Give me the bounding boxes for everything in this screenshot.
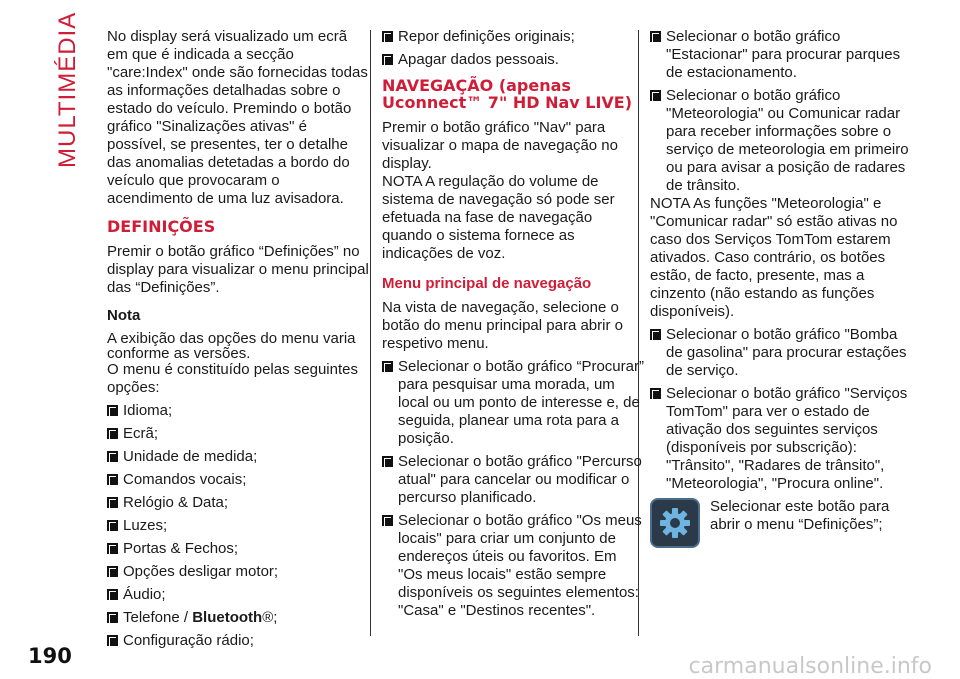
list-item-text: Opções desligar motor; <box>123 563 279 580</box>
list-item <box>107 563 369 581</box>
list-item-text: Comandos vocais; <box>123 471 247 488</box>
checkbox-bullet-icon <box>107 566 118 577</box>
column-1 <box>107 28 369 655</box>
list-item-text: Selecionar o botão gráfico "Bomba de gasolina" para procurar estações de serviço. <box>666 326 907 379</box>
list-item <box>382 453 644 507</box>
checkbox-bullet-icon <box>107 520 118 531</box>
nav-options-list <box>382 358 644 620</box>
list-item <box>107 471 369 489</box>
list-item-text: Repor definições originais; <box>398 28 575 45</box>
list-item-text: Telefone / Bluetooth®; <box>123 609 278 626</box>
list-item-text: Selecionar o botão gráfico “Procurar” para pesquisar uma morada, um local ou um ponto de interesse e, de seguida, planear uma rota para a posição. <box>398 358 644 447</box>
list-item <box>107 448 369 466</box>
checkbox-bullet-icon <box>107 405 118 416</box>
checkbox-bullet-icon <box>107 451 118 462</box>
list-item-text: Portas & Fechos; <box>123 540 239 557</box>
page-number: 190 <box>28 644 72 668</box>
list-item-text: Selecionar o botão gráfico "Serviços TomTom" para ver o estado de ativação dos seguintes serviços (disponíveis por subscrição): "Trânsito", "Radares de trânsito", "Meteorologia", "Procura online". <box>666 385 908 492</box>
nota-label: Nota <box>107 307 141 324</box>
settings-icon-row <box>650 498 912 548</box>
list-item-text: Selecionar o botão gráfico "Meteorologia" ou Comunicar radar para receber informações sobre o serviço de meteorologia em primeiro ou para avisar a posição de radares de trânsito. <box>666 87 909 194</box>
intro-paragraph: No display será visualizado um ecrã em que é indicada a secção "care:Index" onde são fornecidas todas as informações detalhadas sobre o estado do veículo. Premindo o botão gráfico "Sinalizações ativas" é possível, se presentes, ter o detalhe das anomalias detetadas a bordo do veículo que provocaram o acendimento de uma luz avisadora. <box>107 28 368 207</box>
list-item <box>650 28 912 82</box>
checkbox-bullet-icon <box>107 497 118 508</box>
definicoes-heading: DEFINIÇÕES <box>107 217 216 236</box>
settings-icon-caption: Selecionar este botão para abrir o menu “Definições”; <box>710 498 890 533</box>
list-item <box>382 358 644 448</box>
nav-note: NOTA A regulação do volume de sistema de navegação só pode ser efetuada na fase de navegação quando o sistema fornece as indicações de voz. <box>382 173 615 262</box>
list-item-text: Apagar dados pessoais. <box>398 51 559 68</box>
list-item-text: Selecionar o botão gráfico "Os meus locais" para criar um conjunto de endereços úteis ou favoritos. Em "Os meus locais" estão sempre disponíveis os seguintes elementos: "Casa" e "Destinos recentes". <box>398 512 642 619</box>
list-item <box>107 609 369 627</box>
list-item-text: Selecionar o botão gráfico "Percurso atual" para cancelar ou modificar o percurso planificado. <box>398 453 642 506</box>
list-item-text: Áudio; <box>123 586 166 603</box>
list-item-text: Relógio & Data; <box>123 494 229 511</box>
checkbox-bullet-icon <box>107 612 118 623</box>
checkbox-bullet-icon <box>650 90 661 101</box>
list-item <box>107 540 369 558</box>
checkbox-bullet-icon <box>650 329 661 340</box>
navegacao-heading: NAVEGAÇÃO (apenas Uconnect™ 7" HD Nav LIVE) <box>382 76 633 112</box>
list-item <box>650 326 912 380</box>
column-divider <box>370 30 371 636</box>
list-item-text: Luzes; <box>123 517 168 534</box>
list-item <box>382 512 644 620</box>
section-side-label <box>52 11 98 172</box>
watermark: carmanualsonline.info <box>688 654 932 679</box>
checkbox-bullet-icon <box>107 589 118 600</box>
list-item <box>650 87 912 195</box>
list-item-text: Idioma; <box>123 402 173 419</box>
list-item <box>107 517 369 535</box>
checkbox-bullet-icon <box>107 474 118 485</box>
list-item-text: Ecrã; <box>123 425 159 442</box>
checkbox-bullet-icon <box>382 54 393 65</box>
checkbox-bullet-icon <box>107 428 118 439</box>
options-list <box>382 28 644 69</box>
list-item <box>382 51 644 69</box>
list-item-text: Selecionar o botão gráfico "Estacionar" para procurar parques de estacionamento. <box>666 28 901 81</box>
list-item <box>107 425 369 443</box>
list-item-text: Configuração rádio; <box>123 632 254 649</box>
settings-gear-icon <box>650 498 700 548</box>
menu-principal-subheading: Menu principal de navegação <box>382 275 592 292</box>
checkbox-bullet-icon <box>650 31 661 42</box>
list-item <box>107 586 369 604</box>
list-item <box>650 385 912 493</box>
menu-principal-paragraph: Na vista de navegação, selecione o botão do menu principal para abrir o respetivo menu. <box>382 299 623 352</box>
column-2 <box>382 28 644 625</box>
checkbox-bullet-icon <box>382 31 393 42</box>
menu-intro: O menu é constituído pelas seguintes opções: <box>107 361 358 396</box>
definicoes-paragraph: Premir o botão gráfico “Definições” no display para visualizar o menu principal das “Definições”. <box>107 243 369 296</box>
checkbox-bullet-icon <box>107 635 118 646</box>
list-item <box>107 632 369 650</box>
section-side-label-text: MULTIMÉDIA <box>54 11 81 168</box>
checkbox-bullet-icon <box>107 543 118 554</box>
tomtom-note: NOTA As funções "Meteorologia" e "Comunicar radar" só estão ativas no caso dos Serviços TomTom estarem ativados. Caso contrário, os botões estão, de facto, presente, mas a cinzento (não estando as funções disponíveis). <box>650 195 898 320</box>
column-3 <box>650 28 912 548</box>
checkbox-bullet-icon <box>382 456 393 467</box>
list-item <box>382 28 644 46</box>
nota-text: A exibição das opções do menu varia conforme as versões. <box>107 330 356 362</box>
checkbox-bullet-icon <box>650 388 661 399</box>
list-item <box>107 402 369 420</box>
settings-options-list <box>107 402 369 604</box>
checkbox-bullet-icon <box>382 515 393 526</box>
list-item-text: Unidade de medida; <box>123 448 258 465</box>
checkbox-bullet-icon <box>382 361 393 372</box>
list-item <box>107 494 369 512</box>
nav-paragraph: Premir o botão gráfico "Nav" para visualizar o mapa de navegação no display. <box>382 119 618 172</box>
